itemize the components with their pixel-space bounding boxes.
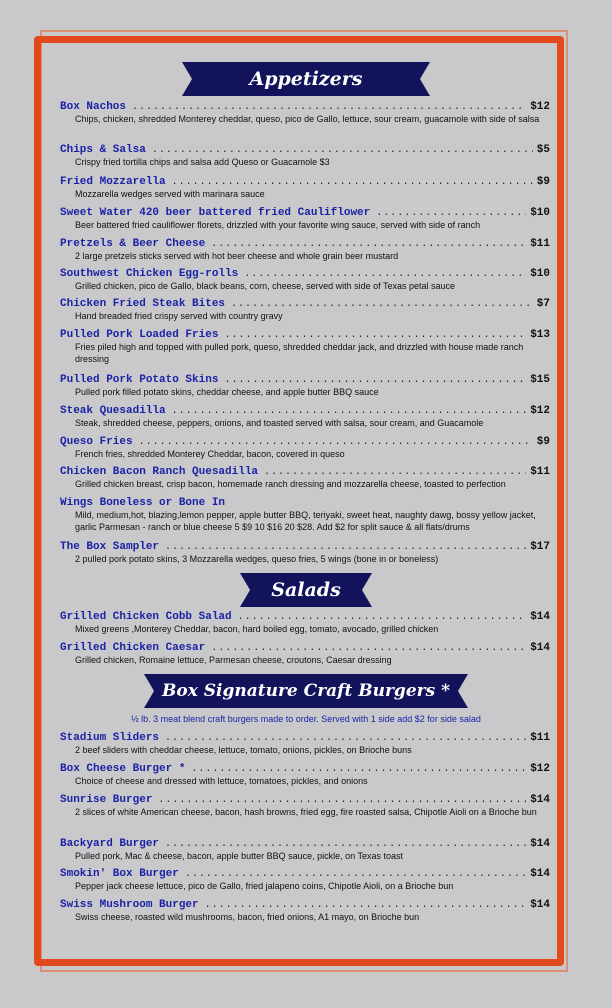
menu-item-price: $14 [530,642,550,654]
dot-leader [224,375,526,386]
menu-item-description: Fries piled high and topped with pulled pork, queso, shredded cheddar jack, and drizzled with house made ranch dressing [75,342,524,364]
menu-item-name: Pulled Pork Loaded Fries [60,329,219,341]
menu-item-description: Mozzarella wedges served with marinara sauce [75,189,265,199]
menu-item-name: Box Cheese Burger * [60,763,186,775]
menu-item-name: Smokin' Box Burger [60,868,179,880]
menu-item-row [60,497,550,509]
menu-item-price: $12 [530,763,550,775]
menu-item [60,144,550,169]
appetizers-heading: Appetizers [192,62,420,96]
dot-leader [244,269,526,280]
menu-item-description: Mixed greens ,Monterey Cheddar, bacon, hard boiled egg, tomato, avocado, grilled chicken [75,624,439,634]
dot-leader [158,795,526,806]
menu-item-price: $14 [530,611,550,623]
menu-item-description: Mild, medium,hot, blazing,lemon pepper, apple butter BBQ, teriyaki, sweet heat, naughty dawg, bossy yellow jacket, garlic Parmesan - ranch or blue cheese 5 $9 10 $16 20 $28. Add $2 for split sauce & all flats/drums [75,510,536,532]
menu-item-row [60,374,550,386]
dot-leader [165,839,526,850]
menu-item-price: $14 [530,868,550,880]
menu-item-name: Grilled Chicken Cobb Salad [60,611,232,623]
menu-item-price: $14 [530,899,550,911]
menu-item-price: $17 [530,541,550,553]
menu-item [60,436,550,461]
menu-item-description: Grilled chicken, pico de Gallo, black beans, corn, cheese, served with side of Texas petal sauce [75,281,456,291]
menu-item-row [60,732,550,744]
menu-item-price: $15 [530,374,550,386]
menu-item-price: $14 [530,794,550,806]
menu-item-name: Southwest Chicken Egg-rolls [60,268,239,280]
menu-item-name: Box Nachos [60,101,127,113]
menu-item-name: Stadium Sliders [60,732,160,744]
menu-item-price: $9 [536,176,550,188]
menu-item [60,238,550,263]
menu-item-row [60,207,550,219]
menu-item [60,329,550,365]
menu-item-name: Chicken Fried Steak Bites [60,298,226,310]
menu-item [60,732,550,757]
dot-leader [205,900,527,911]
menu-item-row [60,868,550,880]
menu-item-name: Sweet Water 420 beer battered fried Cauliflower [60,207,371,219]
menu-item-description: Beer battered fried cauliflower florets, drizzled with your favorite wing sauce, served with side of ranch [75,220,481,230]
menu-item-price: $11 [530,238,550,250]
menu-item [60,466,550,491]
menu-item [60,763,550,788]
menu-item-description: Steak, shredded cheese, peppers, onions, and toasted served with salsa, sour cream, and Guacamole [75,418,484,428]
menu-item-name: Backyard Burger [60,838,160,850]
menu-item [60,541,550,566]
menu-item-row [60,642,550,654]
menu-item-description: Grilled chicken breast, crisp bacon, homemade ranch dressing and mozzarella cheese, toasted to perfection [75,479,506,489]
menu-item-description: Chips, chicken, shredded Monterey cheddar, queso, pico de Gallo, lettuce, sour cream, guacamole with side of salsa [75,114,540,124]
dot-leader [152,145,533,156]
menu-item [60,497,550,533]
dot-leader [165,542,526,553]
menu-item-price: $10 [530,268,550,280]
dot-leader [264,467,526,478]
dot-leader [172,406,527,417]
menu-item [60,611,550,636]
dot-leader [139,437,533,448]
menu-item-row [60,763,550,775]
dot-leader [172,177,533,188]
menu-item [60,899,550,924]
menu-item-description: Hand breaded fried crispy served with country gravy [75,311,283,321]
menu-item-name: Sunrise Burger [60,794,153,806]
menu-item [60,838,550,863]
menu-item-name: Chicken Bacon Ranch Quesadilla [60,466,259,478]
menu-item-price: $12 [530,101,550,113]
menu-item-row [60,794,550,806]
menu-item-row [60,436,550,448]
menu-item-price: $5 [536,144,550,156]
menu-item [60,642,550,667]
menu-item [60,176,550,201]
dot-leader [165,733,526,744]
dot-leader [238,612,527,623]
menu-item-row [60,329,550,341]
menu-item-description: 2 pulled pork potato skins, 3 Mozzarella wedges, queso fries, 5 wings (bone in or boneless) [75,554,439,564]
salads-heading: Salads [250,573,362,607]
menu-item [60,868,550,893]
menu-item-description: Swiss cheese, roasted wild mushrooms, bacon, fried onions, A1 mayo, on Brioche bun [75,912,420,922]
dot-leader [185,869,526,880]
menu-item-name: Pretzels & Beer Cheese [60,238,206,250]
menu-item-description: 2 slices of white American cheese, bacon, hash browns, fried egg, fire roasted salsa, Chipotle Aioli on a Brioche bun [75,807,537,817]
menu-item-description: Grilled chicken, Romaine lettuce, Parmesan cheese, croutons, Caesar dressing [75,655,392,665]
menu-item-row [60,238,550,250]
dot-leader [224,330,526,341]
menu-item [60,268,550,293]
menu-item-name: The Box Sampler [60,541,160,553]
burger-note: ½ lb. 3 meat blend craft burgers made to order. Served with 1 side add $2 for side salad [131,714,481,724]
menu-item-name: Pulled Pork Potato Skins [60,374,219,386]
menu-item [60,101,550,126]
dot-leader [132,102,526,113]
menu-item [60,374,550,399]
menu-item-name: Fried Mozzarella [60,176,166,188]
menu-item-row [60,144,550,156]
menu-item-row [60,899,550,911]
menu-item-row [60,541,550,553]
menu-item-description: Pulled pork, Mac & cheese, bacon, apple butter BBQ sauce, pickle, on Texas toast [75,851,404,861]
dot-leader [211,643,526,654]
menu-item-description: Pulled pork filled potato skins, cheddar cheese, and apple butter BBQ sauce [75,387,379,397]
menu-item-price: $9 [536,436,550,448]
menu-item-price: $14 [530,838,550,850]
menu-item-description: Crispy fried tortilla chips and salsa add Queso or Guacamole $3 [75,157,330,167]
menu-item-description: Pepper jack cheese lettuce, pico de Gallo, fried jalapeno coins, Chipotle Aioli, on a Brioche bun [75,881,454,891]
menu-item-row [60,298,550,310]
dot-leader [191,764,526,775]
dot-leader [211,239,526,250]
menu-item-row [60,268,550,280]
menu-item-row [60,176,550,188]
menu-item-name: Steak Quesadilla [60,405,166,417]
menu-item-description: 2 beef sliders with cheddar cheese, lettuce, tomato, onions, pickles, on Brioche buns [75,745,412,755]
menu-item [60,794,550,819]
menu-item-price: $12 [530,405,550,417]
menu-item-row [60,101,550,113]
menu-item-name: Swiss Mushroom Burger [60,899,199,911]
menu-item-row [60,838,550,850]
menu-item [60,405,550,430]
menu-item-price: $13 [530,329,550,341]
menu-item-row [60,466,550,478]
menu-item-price: $10 [530,207,550,219]
menu-item-name: Queso Fries [60,436,133,448]
menu-item-name: Grilled Chicken Caesar [60,642,206,654]
menu-item [60,298,550,323]
menu-item-description: Choice of cheese and dressed with lettuce, tomatoes, pickles, and onions [75,776,368,786]
menu-item-price: $7 [536,298,550,310]
menu-item-name: Wings Boneless or Bone In [60,497,226,509]
menu-item-row [60,405,550,417]
menu-item-price: $11 [530,466,550,478]
menu-item [60,207,550,232]
burgers-heading: Box Signature Craft Burgers * [154,674,458,708]
menu-item-price: $11 [530,732,550,744]
menu-item-description: 2 large pretzels sticks served with hot beer cheese and whole grain beer mustard [75,251,399,261]
dot-leader [231,299,533,310]
dot-leader [376,208,526,219]
menu-item-description: French fries, shredded Monterey Cheddar, bacon, covered in queso [75,449,345,459]
menu-item-name: Chips & Salsa [60,144,146,156]
menu-item-row [60,611,550,623]
